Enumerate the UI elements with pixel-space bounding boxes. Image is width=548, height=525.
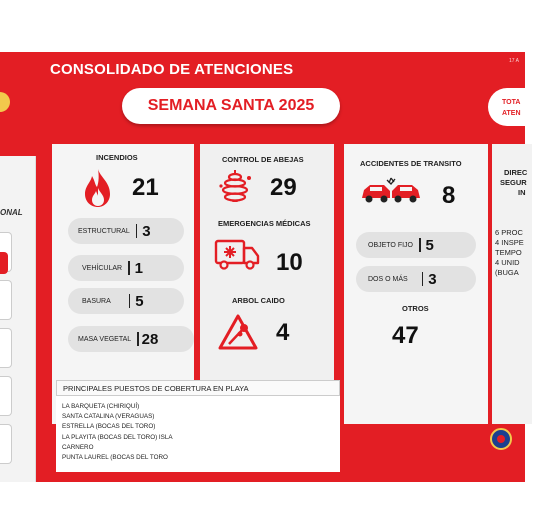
separator bbox=[136, 224, 138, 238]
direccion-detail: 6 PROC bbox=[495, 228, 523, 237]
abejas-total: 29 bbox=[270, 174, 297, 201]
direccion-line: DIREC bbox=[504, 168, 528, 177]
poster-date-fragment: 17 A bbox=[508, 58, 519, 64]
transito-item-label: OBJETO FIJO bbox=[368, 241, 413, 249]
beach-list-item: PUNTA LAUREL (BOCAS DEL TORO bbox=[62, 454, 168, 462]
car-crash-icon bbox=[360, 176, 422, 206]
direccion-panel bbox=[492, 144, 532, 424]
transito-item-value: 3 bbox=[428, 270, 437, 288]
emergencias-total: 10 bbox=[276, 249, 303, 276]
ambulance-icon bbox=[214, 238, 260, 270]
logo-center bbox=[497, 435, 505, 443]
left-side-panel bbox=[0, 52, 36, 482]
beach-list bbox=[62, 402, 173, 463]
incendios-item-label: VEHÍCULAR bbox=[82, 264, 123, 272]
left-emblem bbox=[0, 92, 10, 112]
direccion-detail: TEMPO bbox=[495, 248, 522, 257]
left-box bbox=[0, 328, 12, 368]
separator bbox=[419, 238, 421, 252]
total-badge-line1: TOTA bbox=[502, 99, 521, 106]
incendios-item-value: 5 bbox=[135, 292, 144, 310]
direccion-detail: 4 UNID bbox=[495, 258, 520, 267]
incendios-item-label: ESTRUCTURAL bbox=[78, 227, 130, 235]
incendios-item-value: 1 bbox=[134, 259, 143, 277]
left-box bbox=[0, 376, 12, 416]
separator bbox=[128, 261, 130, 275]
left-panel-fragment-text: ONAL bbox=[0, 208, 23, 217]
fire-icon bbox=[82, 168, 114, 208]
beach-list-item: LA BARQUETA (CHIRIQUÍ) bbox=[62, 403, 140, 410]
poster-title: CONSOLIDADO DE ATENCIONES bbox=[50, 61, 294, 78]
abejas-title: CONTROL DE ABEJAS bbox=[222, 155, 304, 164]
transito-item-dos-o-mas bbox=[356, 266, 476, 292]
incendios-total: 21 bbox=[132, 174, 159, 201]
direccion-detail: 4 INSPE bbox=[495, 238, 524, 247]
emergencias-title: EMERGENCIAS MÉDICAS bbox=[218, 219, 311, 228]
separator bbox=[137, 332, 139, 346]
transito-total: 8 bbox=[442, 182, 456, 209]
transito-title: ACCIDENTES DE TRANSITO bbox=[360, 159, 462, 168]
incendios-item-masa-vegetal bbox=[68, 326, 194, 352]
beach-list-item: ESTRELLA (BOCAS DEL TORO) bbox=[62, 423, 156, 431]
fire-department-logo bbox=[490, 428, 512, 450]
incendios-item-vehicular bbox=[68, 255, 184, 281]
incendios-item-basura bbox=[68, 288, 184, 314]
direccion-line: SEGUR bbox=[500, 178, 527, 187]
beach-coverage-box bbox=[56, 380, 340, 472]
transito-panel bbox=[344, 144, 488, 424]
total-badge bbox=[488, 88, 548, 126]
transito-item-value: 5 bbox=[425, 236, 434, 254]
otros-total: 47 bbox=[392, 322, 419, 349]
incendios-item-value: 3 bbox=[142, 222, 151, 240]
beach-list-item: CARNERO bbox=[62, 443, 94, 451]
transito-item-objeto-fijo bbox=[356, 232, 476, 258]
week-badge: SEMANA SANTA 2025 bbox=[122, 88, 340, 124]
beach-coverage-title: PRINCIPALES PUESTOS DE COBERTURA EN PLAYA bbox=[56, 380, 340, 396]
total-badge-line2: ATEN bbox=[502, 110, 521, 117]
incendios-item-value: 28 bbox=[141, 330, 159, 348]
fallen-tree-warning-icon bbox=[218, 314, 258, 350]
otros-title: OTROS bbox=[402, 304, 429, 313]
incendios-item-label: BASURA bbox=[82, 297, 111, 305]
separator bbox=[129, 294, 131, 308]
incendios-title: INCENDIOS bbox=[96, 153, 138, 162]
transito-item-label: DOS O MÁS bbox=[368, 275, 408, 283]
beach-list-item: LA PLAYITA (BOCAS DEL TORO) ISLA bbox=[62, 433, 173, 441]
arbol-title: ARBOL CAIDO bbox=[232, 296, 285, 305]
separator bbox=[422, 272, 424, 286]
left-box bbox=[0, 280, 12, 320]
direccion-line: IN bbox=[518, 188, 526, 197]
left-panel-red-header bbox=[0, 52, 36, 156]
infographic-poster bbox=[36, 52, 528, 482]
direccion-detail: (BUGA bbox=[495, 268, 519, 277]
beehive-icon bbox=[218, 168, 252, 204]
incendios-item-label: MASA VEGETAL bbox=[78, 335, 132, 343]
arbol-total: 4 bbox=[276, 319, 290, 346]
left-red-marker bbox=[0, 252, 8, 274]
left-box bbox=[0, 424, 12, 464]
incendios-item-estructural bbox=[68, 218, 184, 244]
beach-list-item: SANTA CATALINA (VERAGUAS) bbox=[62, 413, 155, 421]
